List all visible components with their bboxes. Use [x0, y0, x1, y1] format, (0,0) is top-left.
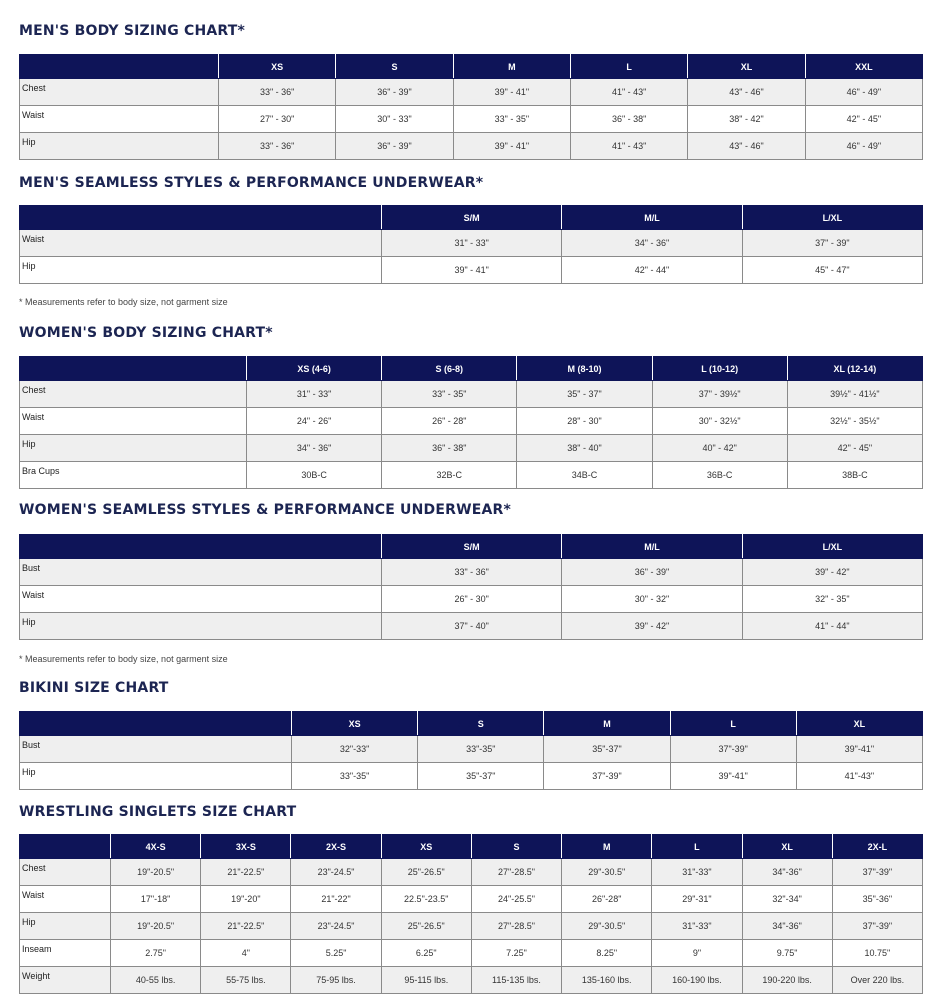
measurement-cell: 160-190 lbs.: [652, 967, 742, 994]
row-label: Chest: [20, 381, 247, 408]
measurement-cell: 37"-39": [832, 913, 922, 940]
table-row: [20, 859, 923, 886]
measurement-cell: 4": [201, 940, 291, 967]
measurement-cell: 33"-35": [418, 736, 544, 763]
header-blank-cell: [20, 206, 382, 230]
measurement-cell: 36" - 39": [336, 133, 453, 160]
measurement-cell: 34" - 36": [247, 435, 382, 462]
measurement-cell: 9.75": [742, 940, 832, 967]
size-header: XS: [292, 712, 418, 736]
measurement-cell: 5.25": [291, 940, 381, 967]
measurement-cell: 34"-36": [742, 859, 832, 886]
measurement-cell: 33" - 36": [219, 79, 336, 106]
table-row: [20, 736, 923, 763]
measurement-cell: 37"-39": [670, 736, 796, 763]
measurement-cell: 30" - 32": [562, 586, 742, 613]
measurement-cell: 37"-39": [544, 763, 670, 790]
measurement-cell: 42" - 45": [805, 106, 922, 133]
size-header: XL: [742, 835, 832, 859]
measurement-cell: 39"-41": [670, 763, 796, 790]
row-label: Hip: [20, 613, 382, 640]
measurement-cell: 45" - 47": [742, 257, 922, 284]
measurement-cell: 41" - 43": [570, 79, 687, 106]
row-label: Chest: [20, 859, 111, 886]
header-row: [20, 206, 923, 230]
measurement-cell: 32" - 35": [742, 586, 922, 613]
measurement-cell: 27"-28.5": [471, 913, 561, 940]
header-row: [20, 712, 923, 736]
measurement-cell: 75-95 lbs.: [291, 967, 381, 994]
table-row: [20, 763, 923, 790]
size-header: XS: [219, 55, 336, 79]
measurement-cell: 39½" - 41½": [787, 381, 922, 408]
measurement-cell: 31" - 33": [247, 381, 382, 408]
measurement-cell: 40" - 42": [652, 435, 787, 462]
table-row: [20, 257, 923, 284]
size-header: L (10-12): [652, 357, 787, 381]
row-label: Bust: [20, 559, 382, 586]
measurement-cell: 36" - 38": [570, 106, 687, 133]
measurement-cell: 43" - 46": [688, 79, 805, 106]
size-header: L: [670, 712, 796, 736]
measurement-cell: 36" - 39": [562, 559, 742, 586]
row-label: Waist: [20, 106, 219, 133]
measurement-cell: 37" - 40": [382, 613, 562, 640]
measurement-cell: 38" - 40": [517, 435, 652, 462]
size-header: XL: [796, 712, 922, 736]
measurement-cell: 27"-28.5": [471, 859, 561, 886]
measurement-cell: 2.75": [111, 940, 201, 967]
measurement-cell: 39" - 41": [453, 133, 570, 160]
measurement-cell: 34"-36": [742, 913, 832, 940]
table-row: [20, 408, 923, 435]
measurement-cell: 35"-37": [418, 763, 544, 790]
measurement-cell: 7.25": [471, 940, 561, 967]
measurement-cell: 24"-25.5": [471, 886, 561, 913]
measurement-cell: 26"-28": [562, 886, 652, 913]
header-blank-cell: [20, 357, 247, 381]
size-header: S: [336, 55, 453, 79]
row-label: Waist: [20, 886, 111, 913]
size-header: S: [418, 712, 544, 736]
size-header: 3X-S: [201, 835, 291, 859]
bikini-size-table: [19, 711, 923, 790]
measurement-cell: 34B-C: [517, 462, 652, 489]
measurement-cell: 33" - 36": [382, 559, 562, 586]
row-label: Waist: [20, 586, 382, 613]
measurement-cell: 17"-18": [111, 886, 201, 913]
measurement-cell: 38" - 42": [688, 106, 805, 133]
size-header: L/XL: [742, 535, 922, 559]
measurement-cell: 36" - 38": [382, 435, 517, 462]
measurement-cell: 19"-20.5": [111, 913, 201, 940]
measurement-cell: 25"-26.5": [381, 859, 471, 886]
measurement-cell: 27" - 30": [219, 106, 336, 133]
row-label: Chest: [20, 79, 219, 106]
measurement-note: * Measurements refer to body size, not garment size: [19, 654, 228, 664]
measurement-cell: 32"-33": [292, 736, 418, 763]
row-label: Hip: [20, 133, 219, 160]
row-label: Bra Cups: [20, 462, 247, 489]
section-title: MEN'S BODY SIZING CHART*: [19, 23, 246, 39]
measurement-cell: 35" - 37": [517, 381, 652, 408]
measurement-cell: 28" - 30": [517, 408, 652, 435]
measurement-cell: 42" - 44": [562, 257, 742, 284]
table-row: [20, 967, 923, 994]
measurement-cell: 36" - 39": [336, 79, 453, 106]
measurement-cell: 30B-C: [247, 462, 382, 489]
measurement-cell: 31"-33": [652, 913, 742, 940]
measurement-cell: 37" - 39½": [652, 381, 787, 408]
size-header: XS (4-6): [247, 357, 382, 381]
table-row: [20, 586, 923, 613]
measurement-cell: 30" - 32½": [652, 408, 787, 435]
wrestling-singlets-table: [19, 834, 923, 994]
size-header: M/L: [562, 206, 742, 230]
measurement-cell: 10.75": [832, 940, 922, 967]
measurement-cell: 30" - 33": [336, 106, 453, 133]
measurement-cell: 32B-C: [382, 462, 517, 489]
row-label: Bust: [20, 736, 292, 763]
measurement-cell: 39"-41": [796, 736, 922, 763]
measurement-cell: 31" - 33": [382, 230, 562, 257]
womens-body-sizing-table: [19, 356, 923, 489]
size-header: L: [652, 835, 742, 859]
measurement-cell: 23"-24.5": [291, 859, 381, 886]
size-header: L/XL: [742, 206, 922, 230]
measurement-cell: 21"-22": [291, 886, 381, 913]
size-header: M: [562, 835, 652, 859]
measurement-cell: 32"-34": [742, 886, 832, 913]
measurement-cell: 9": [652, 940, 742, 967]
row-label: Waist: [20, 408, 247, 435]
measurement-cell: 55-75 lbs.: [201, 967, 291, 994]
table-row: [20, 79, 923, 106]
section-title: WOMEN'S BODY SIZING CHART*: [19, 325, 273, 341]
measurement-cell: 21"-22.5": [201, 859, 291, 886]
table-row: [20, 613, 923, 640]
size-header: M (8-10): [517, 357, 652, 381]
size-header: XS: [381, 835, 471, 859]
measurement-cell: 24" - 26": [247, 408, 382, 435]
measurement-cell: 41"-43": [796, 763, 922, 790]
measurement-cell: 39" - 41": [382, 257, 562, 284]
measurement-cell: 37" - 39": [742, 230, 922, 257]
size-header: 4X-S: [111, 835, 201, 859]
row-label: Waist: [20, 230, 382, 257]
table-row: [20, 381, 923, 408]
measurement-cell: 39" - 41": [453, 79, 570, 106]
header-blank-cell: [20, 835, 111, 859]
measurement-cell: 33" - 35": [382, 381, 517, 408]
header-blank-cell: [20, 712, 292, 736]
size-header: M: [544, 712, 670, 736]
size-header: XL: [688, 55, 805, 79]
size-header: M: [453, 55, 570, 79]
header-row: [20, 357, 923, 381]
measurement-cell: 26" - 30": [382, 586, 562, 613]
measurement-cell: 29"-31": [652, 886, 742, 913]
header-row: [20, 55, 923, 79]
table-row: [20, 940, 923, 967]
measurement-cell: 21"-22.5": [201, 913, 291, 940]
measurement-cell: 25"-26.5": [381, 913, 471, 940]
mens-body-sizing-table: [19, 54, 923, 160]
measurement-cell: 39" - 42": [562, 613, 742, 640]
measurement-cell: 19"-20.5": [111, 859, 201, 886]
measurement-cell: 41" - 44": [742, 613, 922, 640]
table-row: [20, 133, 923, 160]
size-header: 2X-L: [832, 835, 922, 859]
measurement-cell: 6.25": [381, 940, 471, 967]
measurement-cell: 33" - 35": [453, 106, 570, 133]
measurement-cell: 39" - 42": [742, 559, 922, 586]
measurement-cell: 38B-C: [787, 462, 922, 489]
measurement-cell: 46" - 49": [805, 133, 922, 160]
size-header: S/M: [382, 535, 562, 559]
row-label: Hip: [20, 435, 247, 462]
measurement-cell: 40-55 lbs.: [111, 967, 201, 994]
measurement-cell: 42" - 45": [787, 435, 922, 462]
measurement-cell: 19"-20": [201, 886, 291, 913]
measurement-cell: 41" - 43": [570, 133, 687, 160]
measurement-cell: 31"-33": [652, 859, 742, 886]
measurement-cell: 33"-35": [292, 763, 418, 790]
measurement-cell: 43" - 46": [688, 133, 805, 160]
table-row: [20, 913, 923, 940]
measurement-cell: 22.5"-23.5": [381, 886, 471, 913]
section-title: BIKINI SIZE CHART: [19, 680, 169, 696]
table-row: [20, 230, 923, 257]
table-row: [20, 106, 923, 133]
section-title: MEN'S SEAMLESS STYLES & PERFORMANCE UNDERWEAR*: [19, 175, 484, 191]
header-row: [20, 535, 923, 559]
section-title: WRESTLING SINGLETS SIZE CHART: [19, 804, 297, 820]
row-label: Weight: [20, 967, 111, 994]
measurement-cell: 33" - 36": [219, 133, 336, 160]
measurement-cell: 35"-37": [544, 736, 670, 763]
header-blank-cell: [20, 55, 219, 79]
table-row: [20, 462, 923, 489]
size-header: XXL: [805, 55, 922, 79]
table-row: [20, 435, 923, 462]
measurement-cell: 37"-39": [832, 859, 922, 886]
womens-seamless-table: [19, 534, 923, 640]
measurement-cell: 115-135 lbs.: [471, 967, 561, 994]
row-label: Hip: [20, 257, 382, 284]
row-label: Hip: [20, 763, 292, 790]
size-header: XL (12-14): [787, 357, 922, 381]
measurement-cell: 95-115 lbs.: [381, 967, 471, 994]
size-header: S (6-8): [382, 357, 517, 381]
measurement-cell: 135-160 lbs.: [562, 967, 652, 994]
table-row: [20, 559, 923, 586]
measurement-cell: Over 220 lbs.: [832, 967, 922, 994]
measurement-note: * Measurements refer to body size, not garment size: [19, 297, 228, 307]
measurement-cell: 29"-30.5": [562, 859, 652, 886]
measurement-cell: 36B-C: [652, 462, 787, 489]
section-title: WOMEN'S SEAMLESS STYLES & PERFORMANCE UNDERWEAR*: [19, 502, 512, 518]
header-blank-cell: [20, 535, 382, 559]
measurement-cell: 35"-36": [832, 886, 922, 913]
size-header: 2X-S: [291, 835, 381, 859]
size-header: L: [570, 55, 687, 79]
row-label: Inseam: [20, 940, 111, 967]
measurement-cell: 46" - 49": [805, 79, 922, 106]
table-row: [20, 886, 923, 913]
measurement-cell: 23"-24.5": [291, 913, 381, 940]
measurement-cell: 8.25": [562, 940, 652, 967]
measurement-cell: 26" - 28": [382, 408, 517, 435]
row-label: Hip: [20, 913, 111, 940]
measurement-cell: 190-220 lbs.: [742, 967, 832, 994]
measurement-cell: 29"-30.5": [562, 913, 652, 940]
size-header: S: [471, 835, 561, 859]
measurement-cell: 34" - 36": [562, 230, 742, 257]
size-header: M/L: [562, 535, 742, 559]
measurement-cell: 32½" - 35½": [787, 408, 922, 435]
size-header: S/M: [382, 206, 562, 230]
header-row: [20, 835, 923, 859]
mens-seamless-table: [19, 205, 923, 284]
